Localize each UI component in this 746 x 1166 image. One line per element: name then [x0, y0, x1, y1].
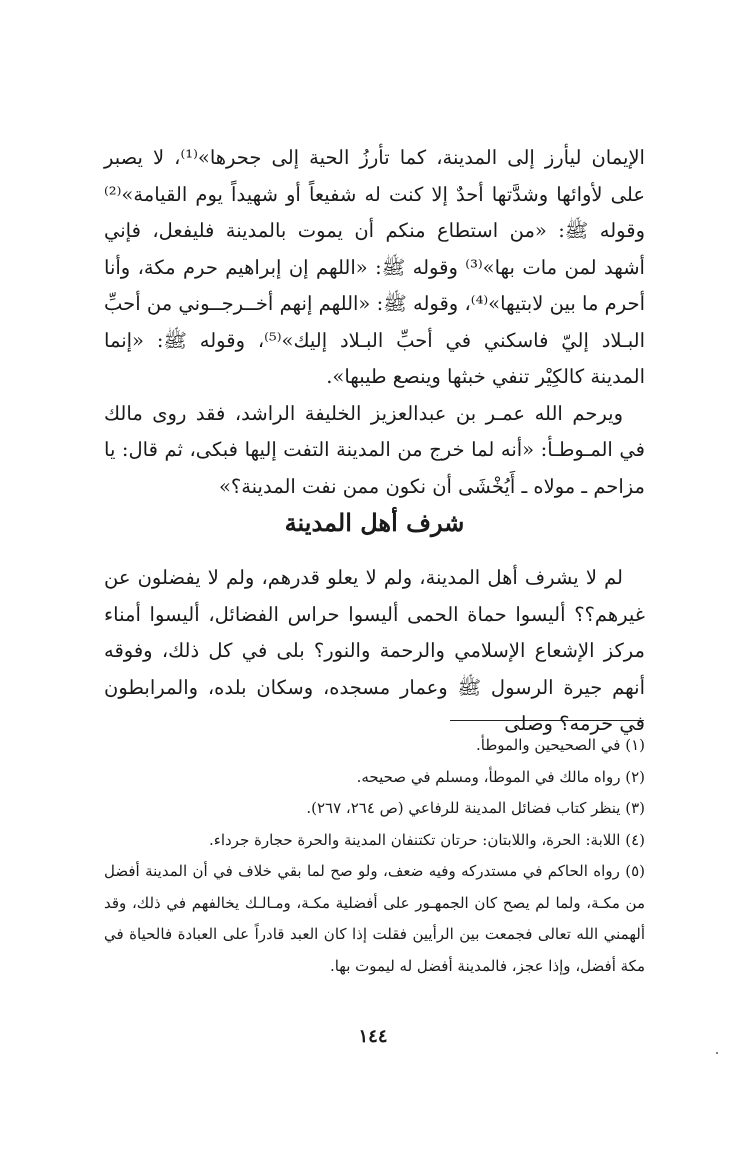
section-heading: شرف أهل المدينة: [284, 508, 465, 537]
scan-speck: [716, 1052, 718, 1054]
footnote-divider: [450, 720, 644, 721]
section-paragraph: لم لا يشرف أهل المدينة، ولم لا يعلو قدرهم، ولم لا يفضلون عن غيرهم؟؟ أليسوا حماة الحمى أليسوا حراس الفضائل، أليسوا أمناء مركز الإشعاع الإسلامي والرحمة والنور؟ بلى في كل ذلك، وفوقه أنهم جيرة الرسول ﷺ وعمار مسجده، وسكان بلده، والمرابطون في حرمه؟ وصلى: [104, 566, 645, 735]
main-text: [104, 140, 645, 505]
footnote-3: (٣) ينظر كتاب فضائل المدينة للرفاعي (ص ٢٦٤، ٢٦٧).: [306, 799, 645, 817]
footnote-2: (٢) رواه مالك في الموطأ، ومسلم في صحيحه.: [356, 767, 645, 786]
footnotes: [104, 730, 645, 982]
footnote-5: (٥) رواه الحاكم في مستدركه وفيه ضعف، ولو صح لما بقي خلاف في أن المدينة أفضل من مكـة، ولما لم يصح كان الجمهـور على أفضلية مكـة، ومـالـك يخالفهم في ذلك، وقد ألهمني الله تعالى فجمعت بين الرأيين فقلت إذا كان العبد قادراً على العبادة فالحياة في مكة أفضل، وإذا عجز، فالمدينة أفضل له ليموت بها.: [104, 862, 645, 975]
umar-paragraph: ويرحم الله عمـر بن عبدالعزيز الخليفة الراشد، فقد روى مالك في المـوطـأ: «أنه لما خرج من المدينة التفت إليها فبكى، ثم قال: يا مزاحم ـ مولاه ـ أَيُخْشَى أن نكون ممن نفت المدينة؟»: [104, 401, 645, 498]
footnote-4: (٤) اللابة: الحرة، واللابتان: حرتان تكتنفان المدينة والحرة حجارة جرداء.: [209, 830, 645, 849]
footnote-1: (١) في الصحيحين والموطأ.: [475, 736, 645, 754]
page-number: ١٤٤: [358, 1026, 388, 1047]
section-text: [104, 560, 645, 743]
hadith-paragraph: الإيمان ليأرز إلى المدينة، كما تأرزُ الحية إلى جحرها»⁽¹⁾، لا يصبر على لأوائها وشدَّتها أحدٌ إلا كنت له شفيعاً أو شهيداً يوم القيامة»⁽²⁾ وقوله ﷺ: «من استطاع منكم أن يموت بالمدينة فليفعل، فإني أشهد لمن مات بها»⁽³⁾ وقوله ﷺ: «اللهم إن إبراهيم حرم مكة، وأنا أحرم ما بين لابتيها»⁽⁴⁾، وقوله ﷺ: «اللهم إنهم أخــرجــوني من أحبِّ البـلاد إليّ فاسكني في أحبِّ البـلاد إليك»⁽⁵⁾، وقوله ﷺ: «إنما المدينة كالكِيْر تنفي خبثها وينصع طيبها».: [104, 146, 645, 388]
